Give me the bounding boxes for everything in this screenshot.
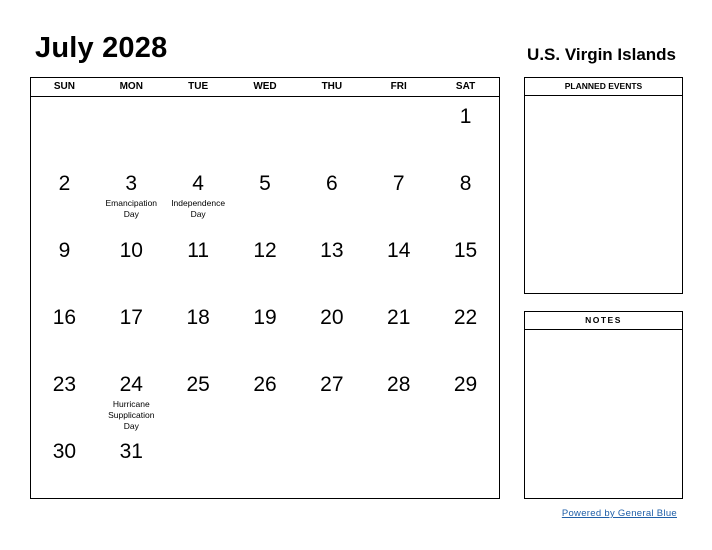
day-number: 28: [387, 373, 411, 396]
day-number: 22: [453, 306, 478, 329]
calendar-grid: [30, 77, 500, 499]
day-number: 6: [326, 172, 338, 195]
day-cell: [432, 231, 499, 298]
day-cell: [365, 365, 432, 432]
day-cell: [232, 365, 299, 432]
calendar-week: [31, 365, 499, 432]
region-label: U.S. Virgin Islands: [527, 45, 676, 64]
day-cell: [432, 97, 499, 164]
day-number: 27: [320, 373, 344, 396]
notes-panel: [524, 311, 683, 499]
day-cell: [98, 164, 165, 231]
day-cell: [165, 97, 232, 164]
day-cell: [31, 231, 98, 298]
day-number: 25: [186, 373, 210, 396]
day-number: 26: [253, 373, 277, 396]
day-number: 11: [187, 239, 210, 262]
day-number: 20: [320, 306, 344, 329]
day-cell: [298, 97, 365, 164]
day-cell: [232, 164, 299, 231]
weekday-wed: WED: [253, 81, 277, 92]
day-cell: [232, 231, 299, 298]
day-cell: [232, 97, 299, 164]
day-cell: [298, 231, 365, 298]
day-number: 2: [58, 172, 71, 195]
day-number: 17: [119, 306, 143, 329]
holiday-label: Emancipation Day: [105, 198, 158, 219]
day-number: 23: [52, 373, 77, 396]
calendar-week: [31, 164, 499, 231]
day-number: 1: [459, 105, 472, 128]
day-cell: [98, 298, 165, 365]
weekday-sat: SAT: [455, 81, 476, 92]
day-number: 30: [52, 440, 77, 463]
day-cell: [365, 97, 432, 164]
day-number: 12: [253, 239, 277, 262]
holiday-label: Independence Day: [171, 198, 226, 219]
day-number: 31: [119, 440, 143, 463]
day-number: 8: [459, 172, 472, 195]
day-number: 16: [52, 306, 77, 329]
weekday-tue: TUE: [188, 81, 209, 92]
day-cell: [98, 432, 165, 498]
day-cell: [31, 164, 98, 231]
day-number: 14: [387, 239, 411, 262]
day-number: 19: [253, 306, 277, 329]
day-number: 10: [119, 239, 143, 262]
weekday-mon: MON: [119, 81, 143, 92]
calendar-weeks: [31, 97, 499, 498]
weekday-fri: FRI: [390, 81, 407, 92]
weekday-sun: SUN: [53, 81, 75, 92]
powered-by-link[interactable]: Powered by General Blue: [561, 508, 677, 519]
day-cell: [165, 231, 232, 298]
day-cell: [232, 298, 299, 365]
day-cell: [365, 432, 432, 498]
day-cell: [98, 231, 165, 298]
day-cell: [298, 432, 365, 498]
day-cell: [365, 298, 432, 365]
day-number: 29: [453, 373, 478, 396]
holiday-label: Hurricane Supplication Day: [108, 399, 155, 431]
day-cell: [31, 432, 98, 498]
day-cell: [298, 298, 365, 365]
day-cell: [298, 164, 365, 231]
calendar-week: [31, 432, 499, 498]
calendar-week: [31, 298, 499, 365]
day-number: 24: [119, 373, 143, 396]
day-cell: [98, 97, 165, 164]
planned-events-title: PLANNED EVENTS: [525, 78, 682, 96]
day-number: 4: [192, 172, 204, 195]
day-cell: [432, 432, 499, 498]
day-cell: [31, 365, 98, 432]
day-cell: [165, 164, 232, 231]
day-number: 13: [320, 239, 344, 262]
notes-title: NOTES: [525, 312, 682, 330]
calendar-week: [31, 231, 499, 298]
day-cell: [432, 164, 499, 231]
day-number: 18: [186, 306, 210, 329]
planned-events-panel: [524, 77, 683, 294]
day-cell: [31, 298, 98, 365]
calendar-week: [31, 97, 499, 164]
day-number: 21: [387, 306, 411, 329]
day-number: 5: [259, 172, 271, 195]
day-cell: [165, 432, 232, 498]
weekday-header-row: [31, 78, 499, 97]
day-number: 9: [58, 239, 71, 262]
day-cell: [365, 164, 432, 231]
day-number: 15: [453, 239, 478, 262]
day-cell: [232, 432, 299, 498]
page-title: July 2028: [35, 32, 168, 64]
day-cell: [432, 298, 499, 365]
day-cell: [165, 298, 232, 365]
day-cell: [432, 365, 499, 432]
day-cell: [98, 365, 165, 432]
day-number: 3: [125, 172, 138, 195]
day-cell: [365, 231, 432, 298]
weekday-thu: THU: [321, 81, 343, 92]
day-cell: [31, 97, 98, 164]
day-cell: [298, 365, 365, 432]
day-cell: [165, 365, 232, 432]
day-number: 7: [392, 172, 405, 195]
